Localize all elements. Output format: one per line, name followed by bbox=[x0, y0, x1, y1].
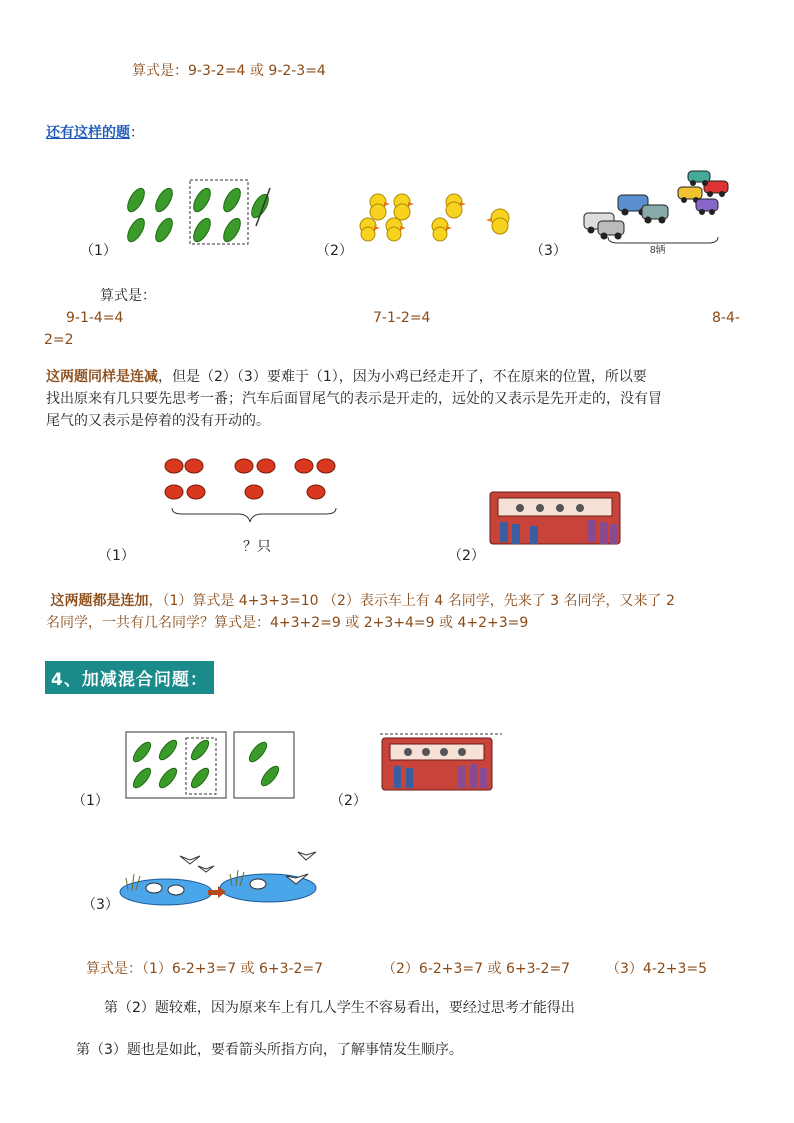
explanation-paragraph-1 bbox=[46, 366, 662, 432]
answer-2: 7-1-2=4 bbox=[373, 310, 431, 326]
pea-pod bbox=[152, 186, 175, 215]
formula-c-1: 算式是：（1）6-2+3=7 或 6+3-2=7 bbox=[86, 961, 324, 977]
explanation-2-line2: 名同学，一共有几名同学？算式是：4+3+2=9 或 2+3+4=9 或 4+2+3=9 bbox=[46, 615, 529, 631]
pea-pod bbox=[156, 738, 179, 763]
explanation-paragraph-2 bbox=[46, 590, 675, 634]
swan bbox=[168, 885, 184, 895]
explanation-1-line1: ，但是（2）（3）要难于（1），因为小鸡已经走开了，不在原来的位置，所以要 bbox=[158, 369, 647, 385]
car-count-label: 8辆 bbox=[650, 245, 666, 256]
swan bbox=[146, 883, 162, 893]
pea-pod bbox=[152, 216, 175, 245]
pea-pod bbox=[156, 766, 179, 791]
pea-pod bbox=[220, 216, 243, 245]
explanation-1-bold: 这两题同样是连减 bbox=[46, 369, 158, 385]
answer-1: 9-1-4=4 bbox=[66, 310, 124, 326]
chick bbox=[386, 218, 402, 241]
fig-c-label-2: （2） bbox=[330, 793, 367, 809]
car bbox=[642, 205, 668, 223]
car bbox=[598, 221, 624, 239]
formula-c-3: （3）4-2+3=5 bbox=[606, 961, 708, 977]
formula-line-top: 算式是：9-3-2=4 或 9-2-3=4 bbox=[132, 63, 326, 79]
bird bbox=[180, 856, 200, 864]
chick bbox=[370, 194, 386, 220]
explanation-1-line2: 找出原来有几只要先思考一番；汽车后面冒尾气的表示是开走的，远处的又表示是先开走的，没有冒 bbox=[46, 391, 662, 407]
swan bbox=[250, 879, 266, 889]
car bbox=[696, 199, 718, 215]
crab bbox=[165, 485, 183, 499]
pea-pod bbox=[130, 740, 153, 765]
crabs-figure bbox=[158, 452, 348, 542]
swans-pond-figure bbox=[118, 842, 332, 908]
chick bbox=[360, 218, 376, 241]
fig-a-label-2: （2） bbox=[316, 243, 353, 259]
section-heading-4: 4、加减混合问题： bbox=[45, 661, 214, 694]
bird bbox=[298, 852, 316, 860]
chick bbox=[491, 209, 509, 234]
pea-pod bbox=[190, 186, 213, 215]
pea-pod bbox=[124, 186, 147, 215]
crab bbox=[187, 485, 205, 499]
chick bbox=[446, 194, 462, 218]
bird bbox=[198, 866, 214, 872]
pea-pod bbox=[188, 738, 211, 763]
pea-pod bbox=[220, 186, 243, 215]
fig-a-label-1: （1） bbox=[80, 243, 117, 259]
pea-pod bbox=[258, 764, 281, 789]
section-heading bbox=[46, 122, 144, 144]
crab bbox=[307, 485, 325, 499]
crab bbox=[295, 459, 313, 473]
note-2: 第（3）题也是如此，要看箭头所指方向，了解事情发生顺序。 bbox=[76, 1042, 463, 1058]
fig-a-label-3: （3） bbox=[530, 243, 567, 259]
note-1: 第（2）题较难，因为原来车上有几人学生不容易看出，要经过思考才能得出 bbox=[104, 1000, 575, 1016]
bus-figure-c bbox=[376, 730, 506, 800]
pea-pod bbox=[130, 766, 153, 791]
cars-figure bbox=[578, 165, 738, 260]
pea-pod bbox=[246, 740, 269, 765]
section-colon: ： bbox=[130, 125, 144, 141]
pea-boxes-figure bbox=[124, 730, 299, 800]
crab bbox=[257, 459, 275, 473]
explanation-2-bold: 这两题都是连加 bbox=[50, 593, 149, 609]
fig-c-label-1: （1） bbox=[72, 793, 109, 809]
answer-3-part1: 8-4- bbox=[712, 310, 740, 326]
crab bbox=[165, 459, 183, 473]
chick bbox=[394, 194, 410, 220]
formula-label: 算式是： bbox=[100, 288, 156, 304]
explanation-2-line1: ，（1）算式是 4+3+3=10 （2）表示车上有 4 名同学，先来了 3 名同学，又来了 2 bbox=[148, 593, 675, 609]
crab bbox=[245, 485, 263, 499]
fig-c-label-3: （3） bbox=[82, 897, 119, 913]
car bbox=[688, 171, 710, 186]
fig-b-label-1: （1） bbox=[98, 548, 135, 564]
pea-pod bbox=[188, 766, 211, 791]
crab bbox=[317, 459, 335, 473]
chick bbox=[432, 218, 448, 241]
section-link[interactable]: 还有这样的题 bbox=[46, 125, 130, 141]
pea-pod bbox=[190, 216, 213, 245]
answer-3-part2: 2=2 bbox=[44, 332, 74, 348]
pea-pods-figure bbox=[120, 178, 280, 248]
crab bbox=[235, 459, 253, 473]
explanation-1-line3: 尾气的又表示是停着的没有开动的。 bbox=[46, 413, 270, 429]
fig-b-label-2: （2） bbox=[448, 548, 485, 564]
bus-figure-b bbox=[480, 488, 626, 552]
chicks-figure bbox=[354, 188, 524, 246]
formula-c-2: （2）6-2+3=7 或 6+3-2=7 bbox=[382, 961, 571, 977]
crab bbox=[185, 459, 203, 473]
pea-pod bbox=[124, 216, 147, 245]
crab-total-label: ？只 bbox=[243, 539, 271, 555]
